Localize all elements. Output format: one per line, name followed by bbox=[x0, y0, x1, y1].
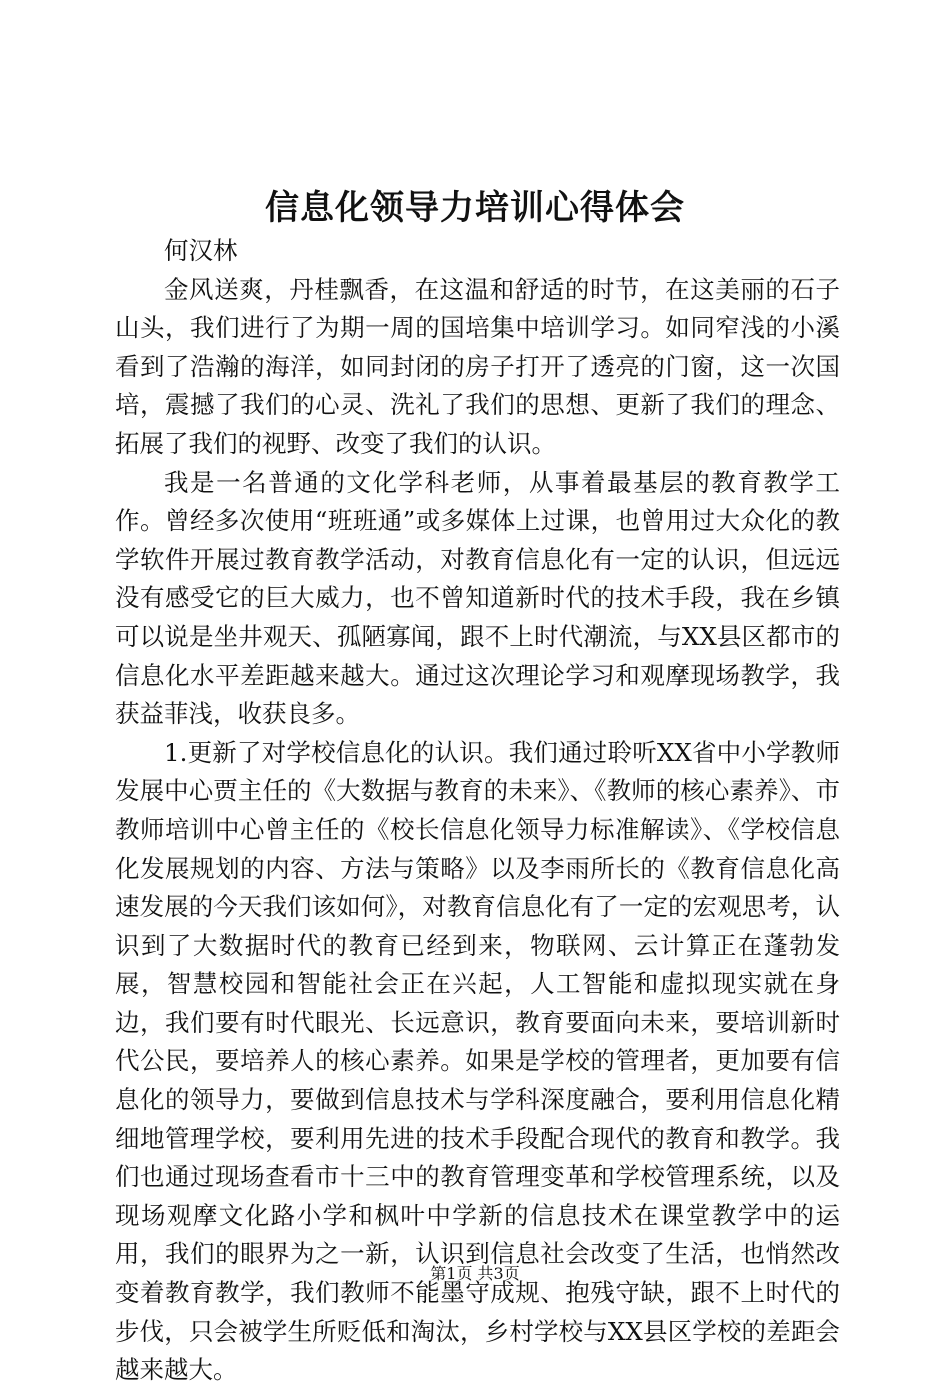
author-name: 何汉林 bbox=[164, 236, 238, 265]
paragraph-3: 1.更新了对学校信息化的认识。我们通过聆听XX省中小学教师发展中心贾主任的《大数据与教育的未来》、《教师的核心素养》、市教师培训中心曾主任的《校长信息化领导力标准解读》、《学校信息化发展规划的内容、方法与策略》以及李雨所长的《教育信息化高速发展的今天我们该如何》，对教育信息化有了一定的宏观思考，认识到了大数据时代的教育已经到来，物联网、云计算正在蓬勃发展，智慧校园和智能社会正在兴起，人工智能和虚拟现实就在身边，我们要有时代眼光、长远意识，教育要面向未来，要培训新时代公民，要培养人的核心素养。如果是学校的管理者，更加要有信息化的领导力，要做到信息技术与学科深度融合，要利用信息化精细地管理学校，要利用先进的技术手段配合现代的教育和教学。我们也通过现场查看市十三中的教育管理变革和学校管理系统，以及现场观摩文化路小学和枫叶中学新的信息技术在课堂教学中的运用，我们的眼界为之一新，认识到信息社会改变了生活，也悄然改变着教育教学，我们教师不能墨守成规、抱残守缺，跟不上时代的步伐，只会被学生所贬低和淘汰，乡村学校与XX县区学校的差距会越来越大。 bbox=[115, 737, 840, 1385]
page-footer: 第1页 共3页 bbox=[430, 1264, 520, 1283]
document-body bbox=[115, 232, 840, 1390]
paragraph-1: 金风送爽，丹桂飘香，在这温和舒适的时节，在这美丽的石子山头，我们进行了为期一周的国培集中培训学习。如同窄浅的小溪看到了浩瀚的海洋，如同封闭的房子打开了透亮的门窗，这一次国培，震撼了我们的心灵、洗礼了我们的思想、更新了我们的理念、拓展了我们的视野、改变了我们的认识。 bbox=[115, 274, 840, 458]
paragraph-2: 我是一名普通的文化学科老师，从事着最基层的教育教学工作。曾经多次使用“班班通”或多媒体上过课，也曾用过大众化的教学软件开展过教育教学活动，对教育信息化有一定的认识，但远远没有感受它的巨大威力，也不曾知道新时代的技术手段，我在乡镇可以说是坐井观天、孤陋寡闻，跟不上时代潮流，与XX县区都市的信息化水平差距越来越大。通过这次理论学习和观摩现场教学，我获益菲浅，收获良多。 bbox=[115, 467, 840, 729]
document-title: 信息化领导力培训心得体会 bbox=[265, 188, 685, 228]
